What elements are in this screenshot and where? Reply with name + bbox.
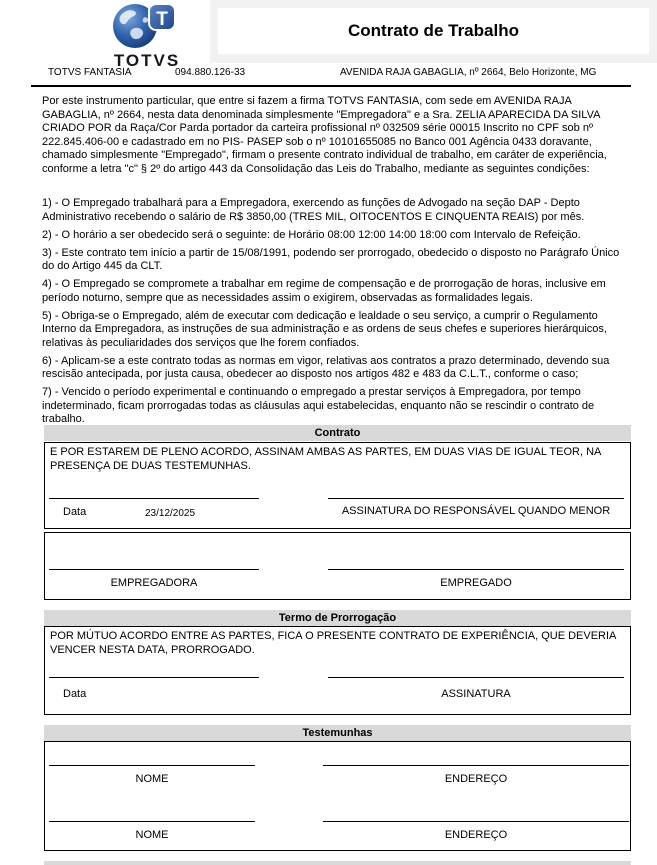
- witness1-name-label: NOME: [135, 773, 169, 785]
- company-document-number: 094.880.126-33: [175, 67, 246, 78]
- witness2-name-label: NOME: [135, 829, 169, 841]
- contrato-statement-text: E POR ESTAREM DE PLENO ACORDO, ASSINAM AMBAS AS PARTES, EM DUAS VIAS DE IGUAL TEOR, NA PRESENÇA DE DUAS TESTEMUNHAS.: [50, 446, 601, 472]
- prorrogacao-statement-text: POR MÚTUO ACORDO ENTRE AS PARTES, FICA O PRESENTE CONTRATO DE EXPERIÊNCIA, QUE DEVERIA VENCER NESTA DATA, PRORROGADO.: [50, 630, 616, 656]
- totvs-logo: [92, 2, 202, 71]
- contract-clause-1: 1) - O Empregado trabalhará para a Empregadora, exercendo as funções de Advogado na seção DAP - Depto Administrativo recebendo o salário de R$ 3850,00 (TRES MIL, OITOCENTOS E CINQUENTA REAIS) por mês.: [42, 197, 585, 223]
- company-address: AVENIDA RAJA GABAGLIA, nº 2664, Belo Horizonte, MG: [340, 67, 597, 78]
- prorrogacao-signature-label: ASSINATURA: [441, 688, 511, 700]
- employer-label: EMPREGADORA: [110, 577, 198, 589]
- title-panel: [210, 0, 657, 63]
- witness2-address-label: ENDEREÇO: [444, 829, 508, 841]
- prorrogacao-date-line: [49, 677, 259, 678]
- witness1-address-line: [323, 765, 629, 766]
- next-section-bar-cutoff: [44, 861, 631, 865]
- employer-signature-line: [49, 569, 259, 570]
- header-divider: [31, 85, 631, 87]
- date-value: 23/12/2025: [145, 508, 196, 519]
- prorrogacao-date-label: Data: [63, 688, 87, 700]
- totvs-globe-icon: [110, 2, 184, 50]
- parties-signature-box: [44, 532, 631, 600]
- logo-brand-text: TOTVS: [113, 51, 181, 70]
- witness2-address-line: [323, 821, 629, 822]
- page-title: Contrato de Trabalho: [218, 8, 649, 54]
- contrato-agreement-box: [44, 442, 631, 529]
- company-name: TOTVS FANTASIA: [48, 67, 132, 78]
- employee-label: EMPREGADO: [440, 577, 512, 589]
- contract-intro-paragraph: Por este instrumento particular, que entre si fazem a firma TOTVS FANTASIA, com sede em AVENIDA RAJA GABAGLIA, nº 2664, nesta data denominada simplesmente "Empregadora" e a Sra. ZELIA APARECIDA DA SILVA CRIADO POR da Raça/Cor Parda portador da carteira profissional nº 032509 série 00015 Inscrito no CPF sob nº 222.845.406-00 e cadastrado em no PIS- PASEP sob o nº 10101655085 no Banco 001 Agência 0433 doravante, chamado simplesmente "Empregado", firmam o presente contrato individual de trabalho, em caráter de experiência, conforme a letra "c" § 2º do artigo 443 da Consolidação das Leis do Trabalho, mediante as seguintes condições:: [42, 95, 607, 175]
- section-header-prorrogacao: Termo de Prorrogação: [44, 610, 631, 626]
- contract-clause-3: 3) - Este contrato tem início a partir de 15/08/1991, podendo ser prorrogado, obedecido o disposto no Parágrafo Único do do Artigo 445 da CLT.: [42, 246, 620, 272]
- date-label: Data: [63, 506, 87, 518]
- contract-clause-6: 6) - Aplicam-se a este contrato todas as normas em vigor, relativas aos contratos a prazo determinado, devendo sua rescisão antecipada, por justa causa, obedecer ao disposto nos artigos 482 e 483 da C.L.T., conforme o caso;: [42, 354, 610, 380]
- testemunhas-box: [44, 741, 631, 851]
- witness1-address-label: ENDEREÇO: [444, 773, 508, 785]
- contract-clause-2: 2) - O horário a ser obedecido será o seguinte: de Horário 08:00 12:00 14:00 18:00 com Intervalo de Refeição.: [42, 228, 581, 241]
- minor-signature-label: ASSINATURA DO RESPONSÁVEL QUANDO MENOR: [341, 505, 611, 517]
- contract-clause-5: 5) - Obriga-se o Empregado, além de executar com dedicação e lealdade o seu serviço, a cumprir o Regulamento Interno da Empregadora, as instruções de sua administração e as ordens de seus chefes e superiores hierárquicos, relativas às peculiaridades dos serviços que lhe forem confiados.: [42, 309, 607, 349]
- date-signature-line: [49, 498, 259, 499]
- prorrogacao-box: [44, 626, 631, 715]
- witness2-name-line: [49, 821, 255, 822]
- contract-clause-7: 7) - Vencido o período experimental e continuando o empregado a prestar serviços à Empregadora, por tempo indeterminado, ficam prorrogadas todas as cláusulas aqui estabelecidas, enquanto não se rescindir o contrato de trabalho.: [42, 386, 595, 425]
- employee-signature-line: [328, 569, 624, 570]
- prorrogacao-signature-line: [328, 677, 624, 678]
- section-header-testemunhas: Testemunhas: [44, 725, 631, 741]
- minor-signature-line: [328, 498, 624, 499]
- contract-body-text: [42, 95, 628, 431]
- contract-clause-4: 4) - O Empregado se compromete a trabalhar em regime de compensação e de prorrogação de horas, inclusive em período noturno, sempre que as necessidades assim o exigirem, observadas as formalidades legais.: [42, 278, 606, 304]
- section-header-contrato: Contrato: [44, 425, 631, 441]
- witness1-name-line: [49, 765, 255, 766]
- logo-badge-letter: T: [156, 9, 168, 30]
